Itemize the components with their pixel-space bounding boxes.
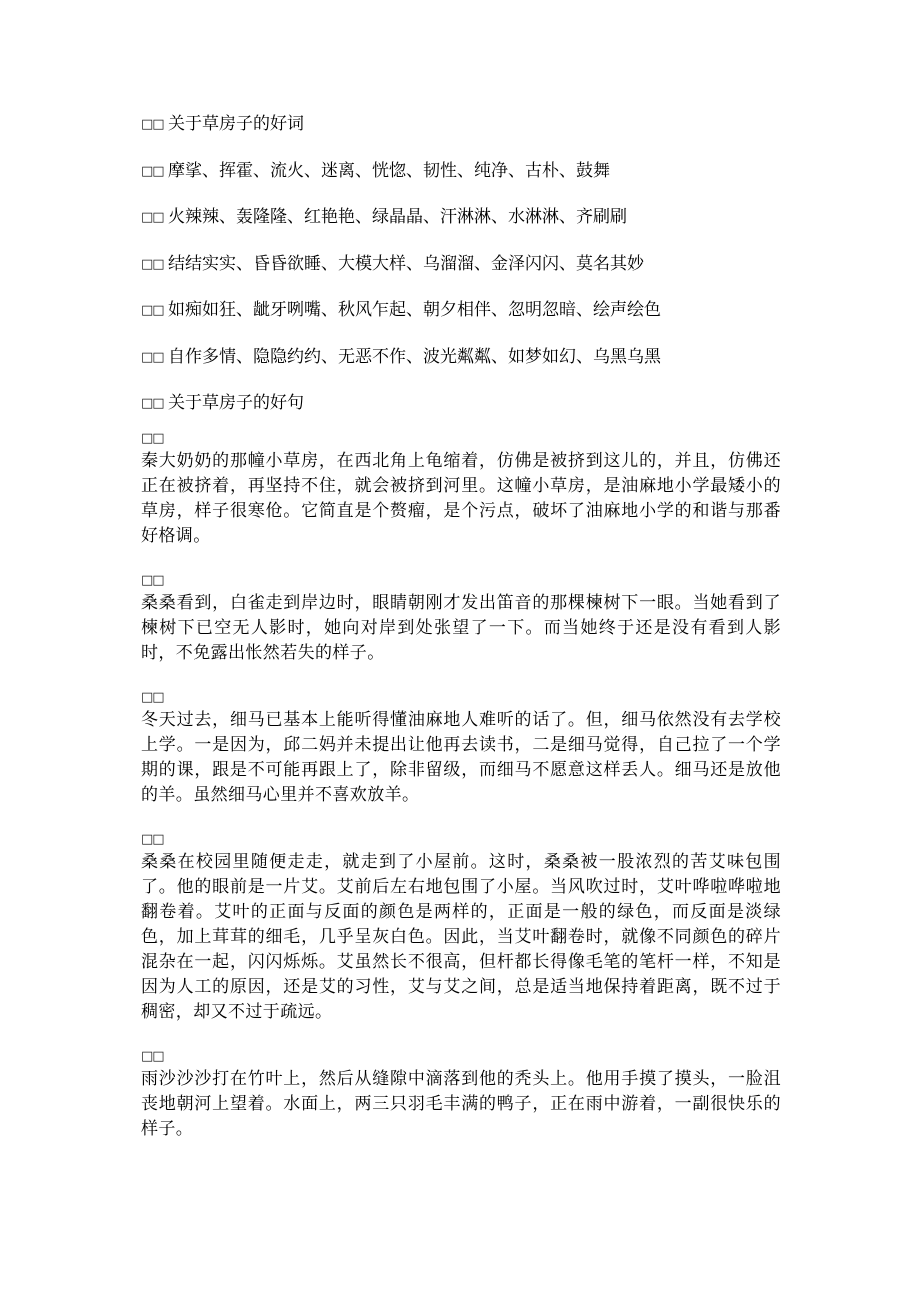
- paragraph-marker: □□: [141, 573, 164, 588]
- words-heading: [141, 112, 781, 136]
- sentence-paragraph: 桑桑看到，白雀走到岸边时，眼睛朝刚才发出笛音的那棵楝树下一眼。当她看到了楝树下已空无人影时，她向对岸到处张望了一下。而当她终于还是没有看到人影时，不免露出怅然若失的样子。: [141, 593, 781, 663]
- paragraph-marker: □□: [141, 431, 164, 446]
- sentence-paragraph: 秦大奶奶的那幢小草房，在西北角上龟缩着，仿佛是被挤到这儿的，并且，仿佛还正在被挤着，再坚持不住，就会被挤到河里。这幢小草房，是油麻地小学最矮小的草房，样子很寒伧。它简直是个赘瘤，是个污点，破坏了油麻地小学的和谐与那番好格调。: [141, 451, 781, 546]
- bullet-marker: □□: [141, 117, 164, 132]
- word-line-text: 如痴如狂、龇牙咧嘴、秋风乍起、朝夕相伴、忽明忽暗、绘声绘色: [168, 300, 661, 320]
- word-line-text: 结结实实、昏昏欲睡、大模大样、乌溜溜、金泽闪闪、莫名其妙: [168, 253, 644, 274]
- bullet-marker: □□: [141, 210, 164, 225]
- bullet-marker: □□: [141, 163, 164, 179]
- sentence-paragraph: 冬天过去，细马已基本上能听得懂油麻地人难听的话了。但，细马依然没有去学校上学。一是因为，邱二妈并未提出让他再去读书，二是细马觉得，自己拉了一个学期的课，跟是不可能再跟上了，除非留级，而细马不愿意这样丢人。细马还是放他的羊。虽然细马心里并不喜欢放羊。: [141, 710, 781, 805]
- bullet-marker: □□: [141, 303, 164, 318]
- words-heading-text: 关于草房子的好词: [168, 114, 304, 134]
- bullet-marker: □□: [141, 396, 164, 411]
- word-line: [141, 298, 781, 322]
- paragraph-marker: □□: [141, 832, 164, 847]
- bullet-marker: □□: [141, 349, 164, 365]
- word-line-text: 火辣辣、轰隆隆、红艳艳、绿晶晶、汗淋淋、水淋淋、齐刷刷: [168, 207, 627, 227]
- paragraph-marker: □□: [141, 1049, 164, 1064]
- sentence-paragraph: 桑桑在校园里随便走走，就走到了小屋前。这时，桑桑被一股浓烈的苦艾味包围了。他的眼前是一片艾。艾前后左右地包围了小屋。当风吹过时，艾叶哗啦哗啦地翻卷着。艾叶的正面与反面的颜色是两样的，正面是一般的绿色，而反面是淡绿色，加上茸茸的细毛，几乎呈灰白色。因此，当艾叶翻卷时，就像不同颜色的碎片混杂在一起，闪闪烁烁。艾虽然长不很高，但杆都长得像毛笔的笔杆一样，不知是因为人工的原因，还是艾的习性，艾与艾之间，总是适当地保持着距离，既不过于稠密，却又不过于疏远。: [141, 852, 781, 1022]
- word-line-text: 摩挲、挥霍、流火、迷离、恍惚、韧性、纯净、古朴、鼓舞: [168, 160, 610, 181]
- document-page: [141, 112, 781, 1164]
- word-line: [141, 205, 781, 229]
- sentence-paragraph: 雨沙沙沙打在竹叶上，然后从缝隙中滴落到他的秃头上。他用手摸了摸头，一脸沮丧地朝河上望着。水面上，两三只羽毛丰满的鸭子，正在雨中游着，一副很快乐的样子。: [141, 1069, 781, 1139]
- word-line: [141, 159, 781, 183]
- sentences-heading-text: 关于草房子的好句: [168, 393, 304, 413]
- word-line: [141, 252, 781, 276]
- sentences-heading: [141, 391, 781, 415]
- word-line-text: 自作多情、隐隐约约、无恶不作、波光粼粼、如梦如幻、乌黑乌黑: [168, 346, 661, 367]
- word-line: [141, 345, 781, 369]
- paragraph-marker: □□: [141, 690, 164, 705]
- bullet-marker: □□: [141, 256, 164, 272]
